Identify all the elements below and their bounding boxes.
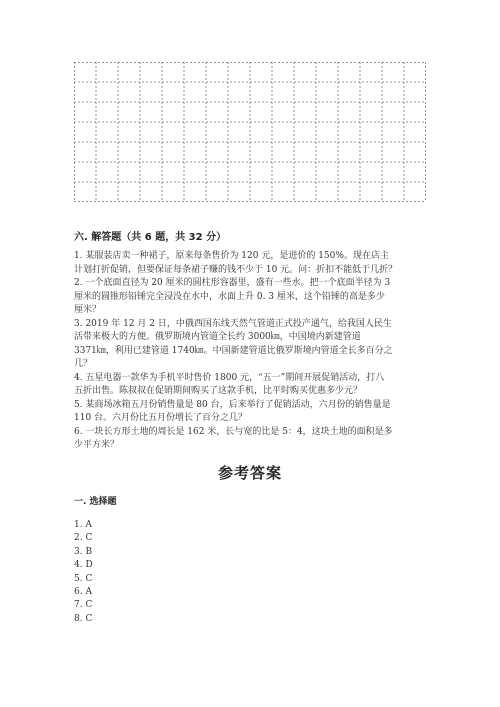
section-title: 六. 解答题（共 6 题，共 32 分）	[74, 232, 227, 243]
problem-line: 厘米？	[74, 305, 102, 315]
answer-item: 2. C	[74, 533, 93, 544]
problem-line: 活带来极大的方便。俄罗斯境内管道全长约 3000㎞，中国境内新建管道	[74, 332, 361, 342]
answer-list	[74, 519, 93, 626]
writing-grid	[74, 62, 426, 202]
problem-line: 2. 一个底面直径为 20 厘米的圆柱形容器里，盛有一些水。把一个底面半径为 3	[74, 278, 391, 288]
grid-lines	[74, 62, 426, 202]
problem-list	[74, 250, 434, 453]
problem-line: 3371㎞，利用已建管道 1740㎞。中国新建管道比俄罗斯境内管道全长多百分之	[74, 345, 393, 356]
problem-line: 少平方米？	[74, 440, 120, 450]
problem-line: 6. 一块长方形土地的周长是 162 米，长与宽的比是 5：4，这块土地的面积是多	[74, 426, 393, 437]
answer-key-title: 参考答案	[217, 464, 282, 482]
problem-line: 几？	[74, 359, 93, 369]
problem-line: 计划打折促销，但要保证每条裙子赚的钱不少于 10 元。问：折扣不能低于几折？	[74, 264, 398, 275]
answer-item: 6. A	[74, 587, 92, 598]
answer-item: 4. D	[74, 560, 93, 571]
problem-line: 4. 五星电器一款华为手机平时售价 1800 元，“五一”期间开展促销活动，打八	[74, 372, 385, 383]
answer-item: 3. B	[74, 546, 93, 557]
answer-item: 7. C	[74, 600, 93, 611]
answer-item: 1. A	[74, 520, 92, 530]
problem-line: 5. 某商场冰箱五月份销售量是 80 台，后来举行了促销活动，六月份的销售量是	[74, 399, 391, 410]
answer-item: 5. C	[74, 573, 93, 584]
problem-line: 3. 2019 年 12 月 2 日，中俄西国东线天然气管道正式投产通气，给我国人民生	[74, 318, 392, 329]
problem-line: 五折出售。陈叔叔在促销期间购买了这款手机，比平时购买优惠多少元？	[74, 386, 363, 396]
problem-line: 1. 某服装店卖一种裙子，原来每条售价为 120 元，是进价的 150%。现在店主	[74, 251, 389, 261]
problem-line: 110 台。六月份比五月份增长了百分之几？	[74, 413, 248, 423]
answer-item: 8. C	[74, 613, 93, 624]
multiple-choice-heading: 一. 选择题	[74, 497, 117, 507]
problem-line: 厘米的圆锥形铅锤完全浸没在水中，水面上升 0. 3 厘米，这个铅锤的高是多少	[74, 291, 385, 302]
